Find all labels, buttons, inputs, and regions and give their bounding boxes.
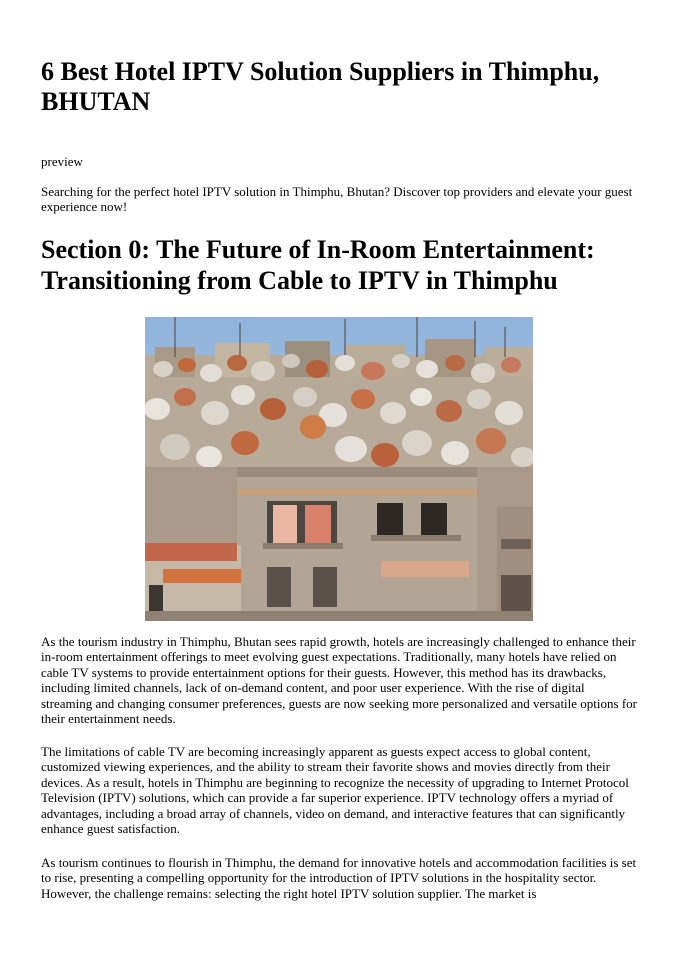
rooftop-satellite-dishes-photo xyxy=(145,317,533,621)
page-title: 6 Best Hotel IPTV Solution Suppliers in Thimphu, BHUTAN xyxy=(41,57,600,116)
intro-paragraph: Searching for the perfect hotel IPTV solution in Thimphu, Bhutan? Discover top providers and elevate your guest experience now! xyxy=(41,184,633,214)
body-paragraph-3: As tourism continues to flourish in Thimphu, the demand for innovative hotels and accommodation facilities is set to rise, presenting a compelling opportunity for the introduction of IPTV solutions in the hospitality sector. However, the challenge remains: selecting the right hotel IPTV solution supplier. The market is xyxy=(41,855,637,901)
body-paragraph-1: As the tourism industry in Thimphu, Bhutan sees rapid growth, hotels are increasingly challenged to enhance their in-room entertainment offerings to meet evolving guest expectations. Traditionally, many hotels have relied on cable TV systems to provide entertainment options for their guests. However, this method has its drawbacks, including limited channels, lack of on-demand content, and poor user experience. With the rise of digital streaming and changing consumer preferences, guests are now seeking more personalized and versatile options for their entertainment needs. xyxy=(41,634,637,727)
body-paragraph-2: The limitations of cable TV are becoming increasingly apparent as guests expect access to global content, customized viewing experiences, and the ability to stream their favorite shows and movies directly from their devices. As a result, hotels in Thimphu are beginning to recognize the necessity of upgrading to Internet Protocol Television (IPTV) solutions, which can provide a far superior experience. IPTV technology offers a myriad of advantages, including a broad array of channels, video on demand, and interactive features that can significantly enhance guest satisfaction. xyxy=(41,744,629,837)
preview-label: preview xyxy=(41,154,83,169)
section-heading: Section 0: The Future of In-Room Entertainment: Transitioning from Cable to IPTV in Thimphu xyxy=(41,235,595,295)
